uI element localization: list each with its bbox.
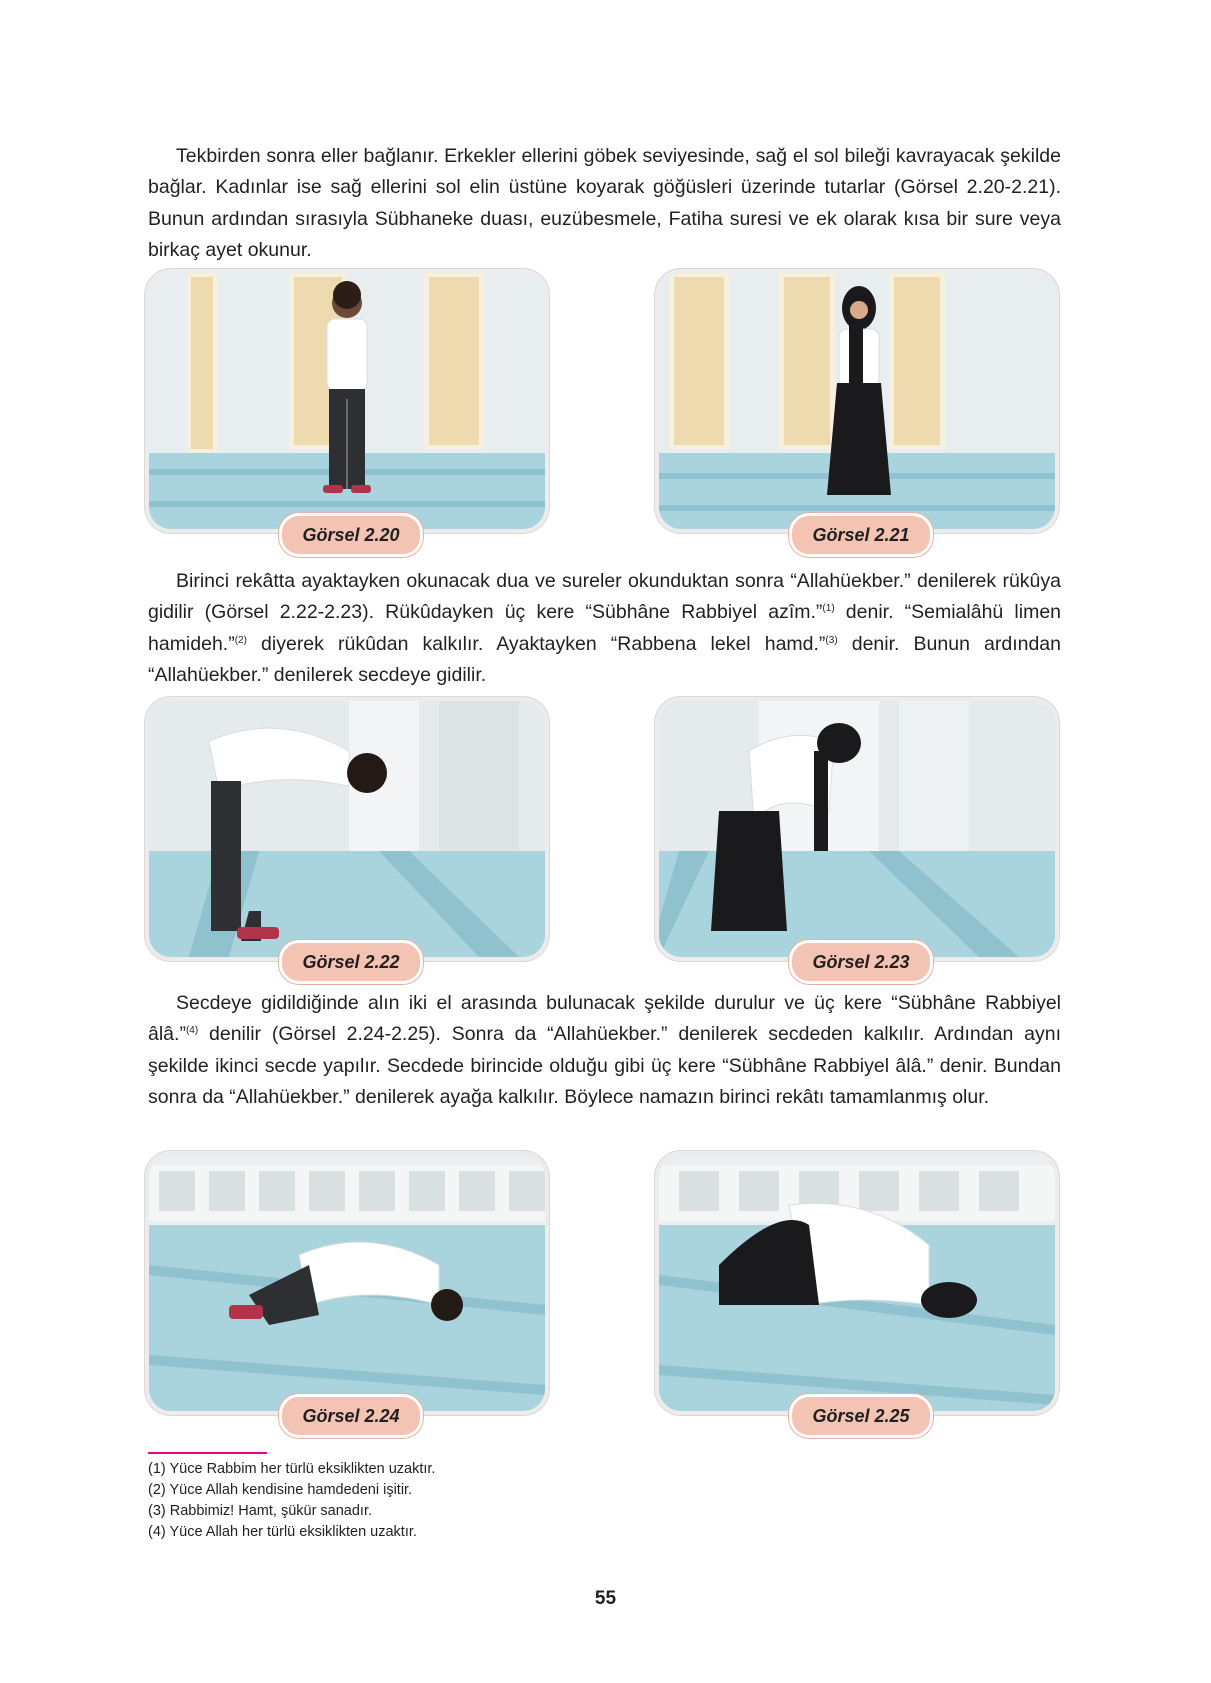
photo-ruku-boy bbox=[149, 701, 545, 957]
footnote-2: (2) Yüce Allah kendisine hamdedeni işitir. bbox=[148, 1482, 413, 1498]
caption-gorsel-2-24: Görsel 2.24 bbox=[279, 1394, 423, 1438]
paragraph-ruku-text-a: Birinci rekâtta ayaktayken okunacak dua ve sureler okunduktan sonra “Allahüekber.” denilerek rükûya gidilir (Görsel 2.22-2.23). Rükûdayken üç kere “Sübhâne Rabbiyel azîm.” bbox=[148, 570, 1061, 624]
caption-gorsel-2-21: Görsel 2.21 bbox=[789, 513, 933, 557]
paragraph-ruku bbox=[148, 566, 1061, 691]
paragraph-secde-text-b: denilir (Görsel 2.24-2.25). Sonra da “Allahüekber.” denilerek secdeden kalkılır. Ardından aynı şekilde ikinci secde yapılır. Secdede birincide olduğu gibi üç kere “Sübhâne Rabbiyel âlâ.” denir. Bundan sonra da “Allahüekber.” denilerek ayağa kalkılır. Böylece namazın birinci rekâtı tamamlanmış olur. bbox=[148, 1023, 1061, 1108]
footnotes bbox=[148, 1459, 435, 1543]
footnote-1: (1) Yüce Rabbim her türlü eksiklikten uzaktır. bbox=[148, 1461, 436, 1477]
photo-standing-boy bbox=[149, 273, 545, 529]
photo-secde-boy bbox=[149, 1155, 545, 1411]
footnote-ref-3: (3) bbox=[825, 634, 838, 646]
photo-ruku-girl bbox=[659, 701, 1055, 957]
caption-gorsel-2-23: Görsel 2.23 bbox=[789, 940, 933, 984]
paragraph-ruku-text-d: denir. Bunun ardından “Allahüekber.” denilerek secdeye gidilir. bbox=[148, 632, 1061, 686]
footnote-3: (3) Rabbimiz! Hamt, şükür sanadır. bbox=[148, 1503, 373, 1519]
footnote-separator bbox=[148, 1452, 267, 1454]
footnote-ref-2: (2) bbox=[234, 634, 247, 646]
paragraph-takbir: Tekbirden sonra eller bağlanır. Erkekler ellerini göbek seviyesinde, sağ el sol bileği kavrayacak şekilde bağlar. Kadınlar ise sağ ellerini sol elin üstüne koyarak göğüsleri üzerinde tutarlar (Görsel 2.20-2.21). Bunun ardından sırasıyla Sübhaneke duası, euzübesmele, Fatiha suresi ve ek olarak kısa bir sure veya birkaç ayet okunur. bbox=[148, 145, 1061, 261]
photo-standing-girl bbox=[659, 273, 1055, 529]
paragraph-ruku-text-c: diyerek rükûdan kalkılır. Ayaktayken “Rabbena lekel hamd.” bbox=[246, 632, 826, 655]
footnote-ref-1: (1) bbox=[822, 603, 835, 615]
footnote-4: (4) Yüce Allah her türlü eksiklikten uzaktır. bbox=[148, 1524, 417, 1540]
paragraph-secde bbox=[148, 988, 1061, 1113]
footnote-ref-4: (4) bbox=[185, 1025, 199, 1037]
caption-gorsel-2-22: Görsel 2.22 bbox=[279, 940, 423, 984]
paragraph-secde-text-a: Secdeye gidildiğinde alın iki el arasında bulunacak şekilde durulur ve üç kere “Sübhâne Rabbiyel âlâ.” bbox=[148, 992, 1061, 1046]
caption-gorsel-2-20: Görsel 2.20 bbox=[279, 513, 423, 557]
page-number: 55 bbox=[594, 1588, 617, 1609]
caption-gorsel-2-25: Görsel 2.25 bbox=[789, 1394, 933, 1438]
photo-secde-girl bbox=[659, 1155, 1055, 1411]
paragraph-ruku-text-b: denir. “Semialâhü limen hamideh.” bbox=[148, 601, 1062, 655]
